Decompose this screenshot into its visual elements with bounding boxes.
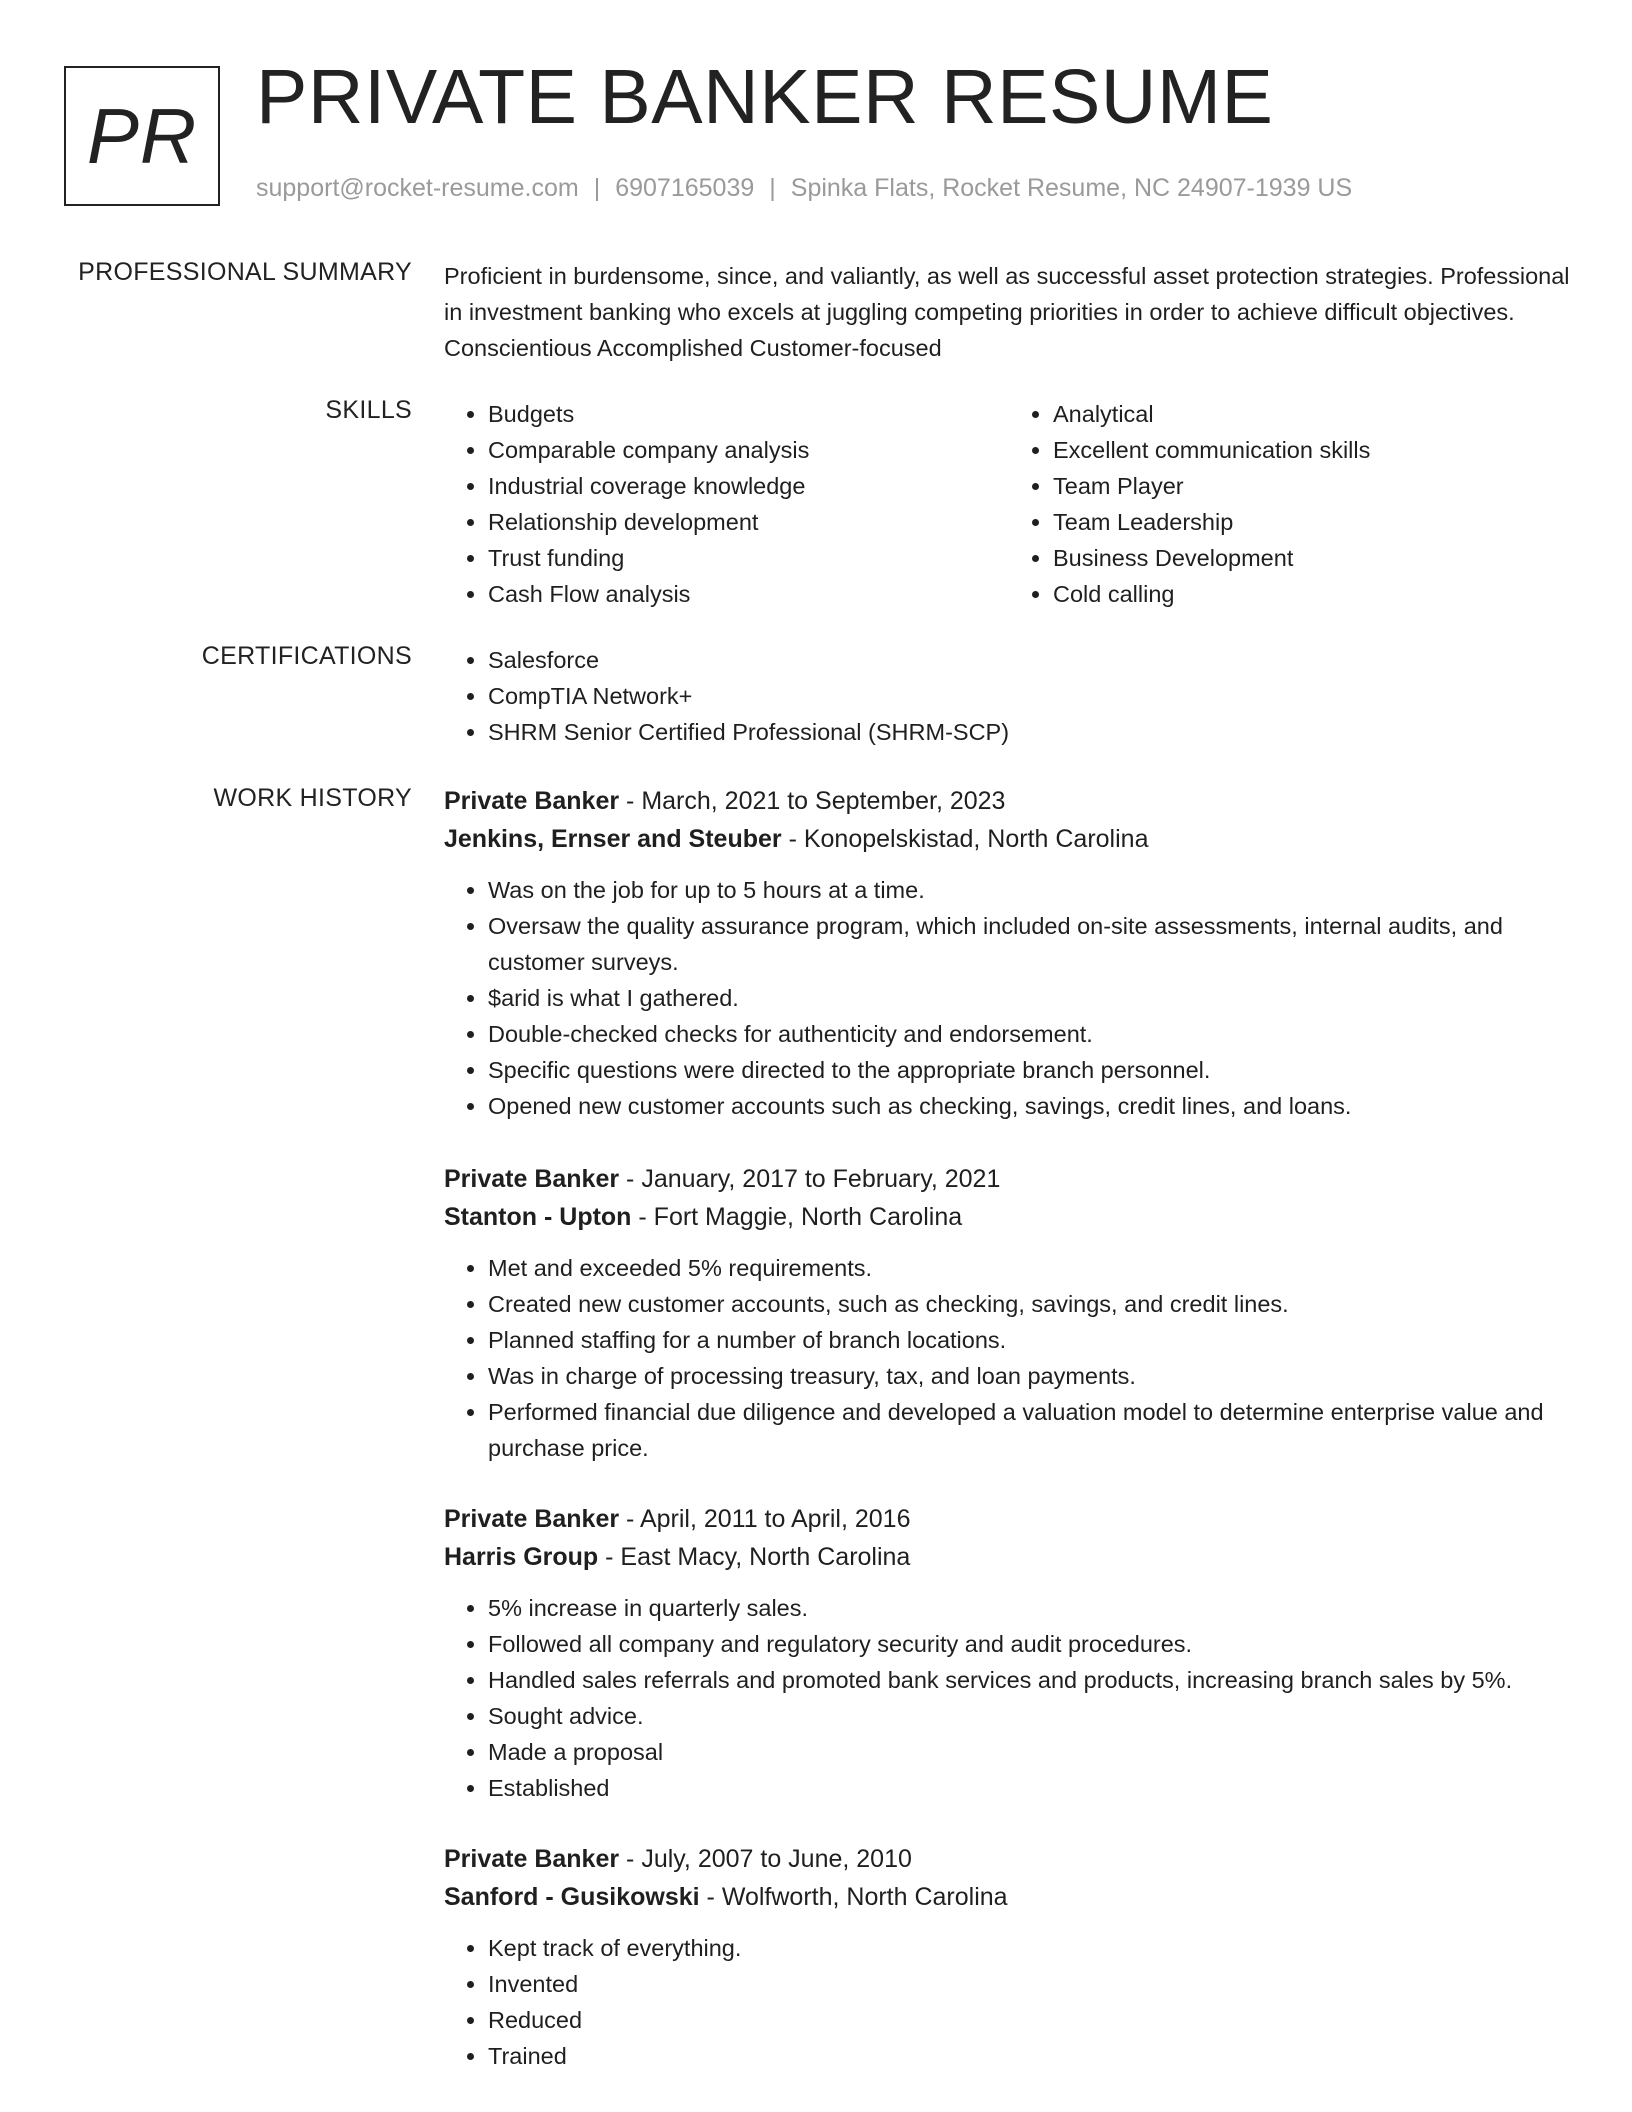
skill-item: • Cash Flow analysis [488,576,1009,612]
job-bullet: • Specific questions were directed to the appropriate branch personnel. [488,1052,1574,1088]
job-title: Private Banker [444,1165,620,1193]
section-label-work-history: WORK HISTORY [213,784,412,812]
contact-address: Spinka Flats, Rocket Resume, NC 24907-1939 US [790,174,1353,202]
initials-text: PR [86,92,198,180]
job-location: - Wolfworth, North Carolina [699,1883,1008,1911]
skills-list-right [1009,396,1574,612]
contact-line [256,174,1352,203]
job-entry [444,1500,1574,1806]
skill-item: • Trust funding [488,540,1009,576]
section-label-summary: PROFESSIONAL SUMMARY [78,258,412,286]
job-dates: - March, 2021 to September, 2023 [619,787,1006,815]
job-bullet: • Performed financial due diligence and developed a valuation model to determine enterprise value and purchase price. [488,1394,1574,1466]
job-bullet: • $arid is what I gathered. [488,980,1574,1016]
job-dates: - January, 2017 to February, 2021 [619,1165,1001,1193]
skill-item: • Analytical [1053,396,1574,432]
skill-item: • Team Leadership [1053,504,1574,540]
job-bullet: • Kept track of everything. [488,1930,1574,1966]
job-bullet: • Was in charge of processing treasury, tax, and loan payments. [488,1358,1574,1394]
job-bullet: • Oversaw the quality assurance program, which included on-site assessments, internal audits, and customer surveys. [488,908,1574,980]
skills-list-left [444,396,1009,612]
job-location: - East Macy, North Carolina [598,1543,911,1571]
job-entry [444,782,1574,1124]
job-dates: - April, 2011 to April, 2016 [619,1505,911,1533]
job-bullets [444,1930,1574,2074]
job-bullet: • Sought advice. [488,1698,1574,1734]
job-bullet: • Followed all company and regulatory security and audit procedures. [488,1626,1574,1662]
job-bullet: • 5% increase in quarterly sales. [488,1590,1574,1626]
job-company-line [444,820,1574,858]
job-bullet: • Met and exceeded 5% requirements. [488,1250,1574,1286]
contact-email[interactable]: support@rocket-resume.com [256,174,579,202]
contact-separator: | [593,174,601,202]
job-entry [444,1160,1574,1466]
skill-item: • Budgets [488,396,1009,432]
job-title-line [444,1500,1574,1538]
job-bullets [444,872,1574,1124]
job-bullet: • Opened new customer accounts such as checking, savings, credit lines, and loans. [488,1088,1574,1124]
skill-item: • Team Player [1053,468,1574,504]
job-bullets [444,1250,1574,1466]
job-company: Sanford - Gusikowski [444,1883,700,1911]
skill-item: • Cold calling [1053,576,1574,612]
job-dates: - July, 2007 to June, 2010 [619,1845,912,1873]
job-title-line [444,1840,1574,1878]
certification-item: • Salesforce [488,642,1574,678]
job-bullet: • Double-checked checks for authenticity and endorsement. [488,1016,1574,1052]
certification-item: • CompTIA Network+ [488,678,1574,714]
contact-separator: | [769,174,776,202]
job-company-line [444,1878,1574,1916]
contact-phone[interactable]: 6907165039 [615,174,755,202]
skill-item: • Excellent communication skills [1053,432,1574,468]
job-bullet: • Created new customer accounts, such as checking, savings, and credit lines. [488,1286,1574,1322]
job-location: - Konopelskistad, North Carolina [781,825,1149,853]
job-bullet: • Planned staffing for a number of branch locations. [488,1322,1574,1358]
job-bullets [444,1590,1574,1806]
job-bullet: • Trained [488,2038,1574,2074]
job-company: Jenkins, Ernser and Steuber [444,825,782,853]
job-bullet: • Handled sales referrals and promoted bank services and products, increasing branch sales by 5%. [488,1662,1574,1698]
job-bullet: • Reduced [488,2002,1574,2038]
job-company: Stanton - Upton [444,1203,632,1231]
initials-monogram [64,66,220,206]
job-entry [444,1840,1574,2074]
certifications-list [444,642,1574,750]
job-title-line [444,782,1574,820]
job-location: - Fort Maggie, North Carolina [631,1203,963,1231]
job-bullet: • Made a proposal [488,1734,1574,1770]
job-title-line [444,1160,1574,1198]
skill-item: • Relationship development [488,504,1009,540]
job-bullet: • Was on the job for up to 5 hours at a time. [488,872,1574,908]
summary-text: Proficient in burdensome, since, and valiantly, as well as successful asset protection strategies. Professional in investment banking who excels at juggling competing priorities in order to achieve difficult objectives. Conscientious Accomplished Customer-focused [444,263,1570,361]
certification-item: • SHRM Senior Certified Professional (SHRM-SCP) [488,714,1574,750]
skill-item: • Business Development [1053,540,1574,576]
job-company: Harris Group [444,1543,599,1571]
skill-item: • Comparable company analysis [488,432,1009,468]
section-label-skills: SKILLS [325,396,412,424]
job-title: Private Banker [444,1845,620,1873]
job-bullet: • Invented [488,1966,1574,2002]
skill-item: • Industrial coverage knowledge [488,468,1009,504]
job-company-line [444,1198,1574,1236]
job-bullet: • Established [488,1770,1574,1806]
job-company-line [444,1538,1574,1576]
section-label-certifications: CERTIFICATIONS [201,642,412,670]
resume-title: PRIVATE BANKER RESUME [256,54,1274,140]
job-title: Private Banker [444,787,620,815]
job-title: Private Banker [444,1505,620,1533]
